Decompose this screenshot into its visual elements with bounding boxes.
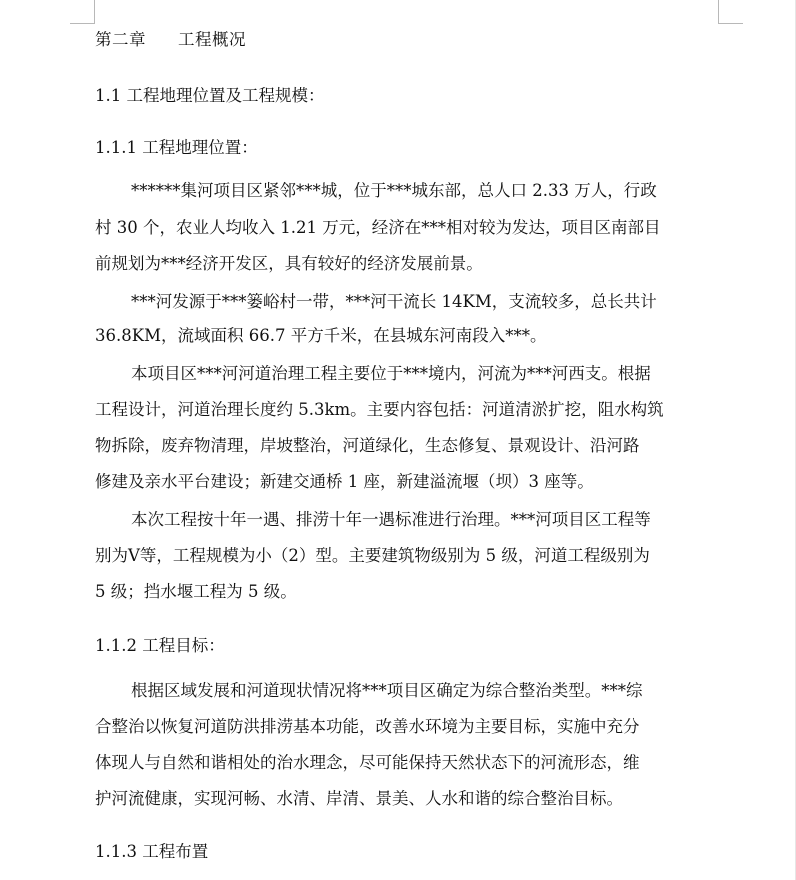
paragraph-line: 村 30 个，农业人均收入 1.21 万元，经济在***相对较为发达，项目区南部目 — [95, 218, 661, 237]
paragraph-line: ******集河项目区紧邻***城，位于***城东部，总人口 2.33 万人，行政 — [131, 181, 657, 200]
paragraph-line: 修建及亲水平台建设；新建交通桥 1 座，新建溢流堰（坝）3 座等。 — [95, 472, 594, 491]
paragraph-line: 本项目区***河河道治理工程主要位于***境内，河流为***河西支。根据 — [131, 364, 651, 383]
chapter-number: 第二章 — [95, 30, 146, 49]
crop-mark-right-vertical — [718, 0, 719, 24]
paragraph-line: 护河流健康，实现河畅、水清、岸清、景美、人水和谐的综合整治目标。 — [95, 789, 623, 808]
paragraph-line: 本次工程按十年一遇、排涝十年一遇标准进行治理。***河项目区工程等 — [131, 510, 651, 529]
section-heading-1-1: 1.1 工程地理位置及工程规模： — [95, 86, 325, 105]
paragraph-line: 别为Ⅴ等，工程规模为小（2）型。主要建筑物级别为 5 级，河道工程级别为 — [95, 546, 650, 565]
paragraph-line: 5 级；挡水堰工程为 5 级。 — [95, 582, 297, 601]
crop-mark-left-vertical — [94, 0, 95, 24]
section-heading-1-1-1: 1.1.1 工程地理位置： — [95, 138, 258, 157]
chapter-heading — [95, 26, 246, 50]
crop-mark-right-horizontal — [718, 23, 743, 24]
paragraph-line: 根据区域发展和河道现状情况将***项目区确定为综合整治类型。***综 — [131, 681, 643, 700]
paragraph-line: 工程设计，河道治理长度约 5.3km。主要内容包括：河道清淤扩挖，阻水构筑 — [95, 400, 664, 419]
paragraph-line: 物拆除，废弃物清理，岸坡整治，河道绿化，生态修复、景观设计、沿河路 — [95, 436, 640, 455]
chapter-title: 工程概况 — [178, 30, 246, 49]
paragraph-line: 前规划为***经济开发区，具有较好的经济发展前景。 — [95, 254, 483, 273]
paragraph-line: 36.8KM，流域面积 66.7 平方千米，在县城东河南段入***。 — [95, 326, 547, 345]
crop-mark-left-horizontal — [70, 23, 95, 24]
paragraph-line: 合整治以恢复河道防洪排涝基本功能，改善水环境为主要目标，实施中充分 — [95, 717, 640, 736]
paragraph-line: ***河发源于***篓峪村一带，***河干流长 14KM，支流较多，总长共计 — [131, 292, 657, 311]
section-heading-1-1-2: 1.1.2 工程目标： — [95, 636, 225, 655]
paragraph-line: 体现人与自然和谐相处的治水理念，尽可能保持天然状态下的河流形态，维 — [95, 753, 640, 772]
section-heading-1-1-3: 1.1.3 工程布置 — [95, 842, 209, 861]
